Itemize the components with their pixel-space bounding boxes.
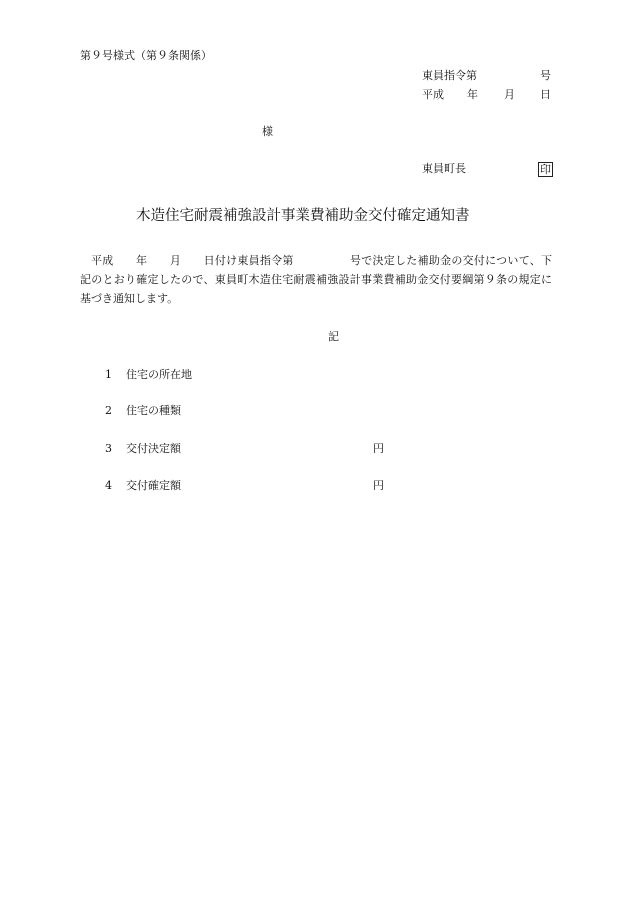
- record-heading: 記: [328, 330, 339, 343]
- header-day: 日: [540, 88, 551, 101]
- body-paragraph: 平成 年 月 日付け東員指令第 号で決定した補助金の交付について、下記のとおり確定したので、東員町木造住宅耐震補強設計事業費補助金交付要綱第９条の規定に基づき通知します。: [80, 254, 552, 305]
- item-unit: 円: [373, 479, 384, 492]
- recipient-honorific: 様: [262, 125, 273, 138]
- item-label: 交付決定額: [126, 442, 181, 455]
- item-number: 4: [105, 479, 112, 492]
- form-label: 第９号様式（第９条関係）: [80, 49, 212, 62]
- document-title: 木造住宅耐震補強設計事業費補助金交付確定通知書: [136, 208, 470, 224]
- seal-mark: [538, 162, 553, 177]
- item-label: 住宅の種類: [126, 404, 181, 417]
- item-number: 3: [105, 442, 112, 455]
- seal-text: 印: [540, 163, 551, 176]
- header-year: 年: [467, 88, 478, 101]
- item-number: 1: [105, 368, 112, 381]
- ref-prefix: 東員指令第: [422, 69, 477, 82]
- item-label: 交付確定額: [126, 479, 181, 492]
- item-label: 住宅の所在地: [126, 368, 192, 381]
- ref-suffix: 号: [540, 69, 551, 82]
- header-era: 平成: [422, 88, 444, 101]
- item-unit: 円: [373, 442, 384, 455]
- header-month: 月: [504, 88, 515, 101]
- issuer-name: 東員町長: [422, 162, 466, 175]
- item-number: 2: [105, 404, 112, 417]
